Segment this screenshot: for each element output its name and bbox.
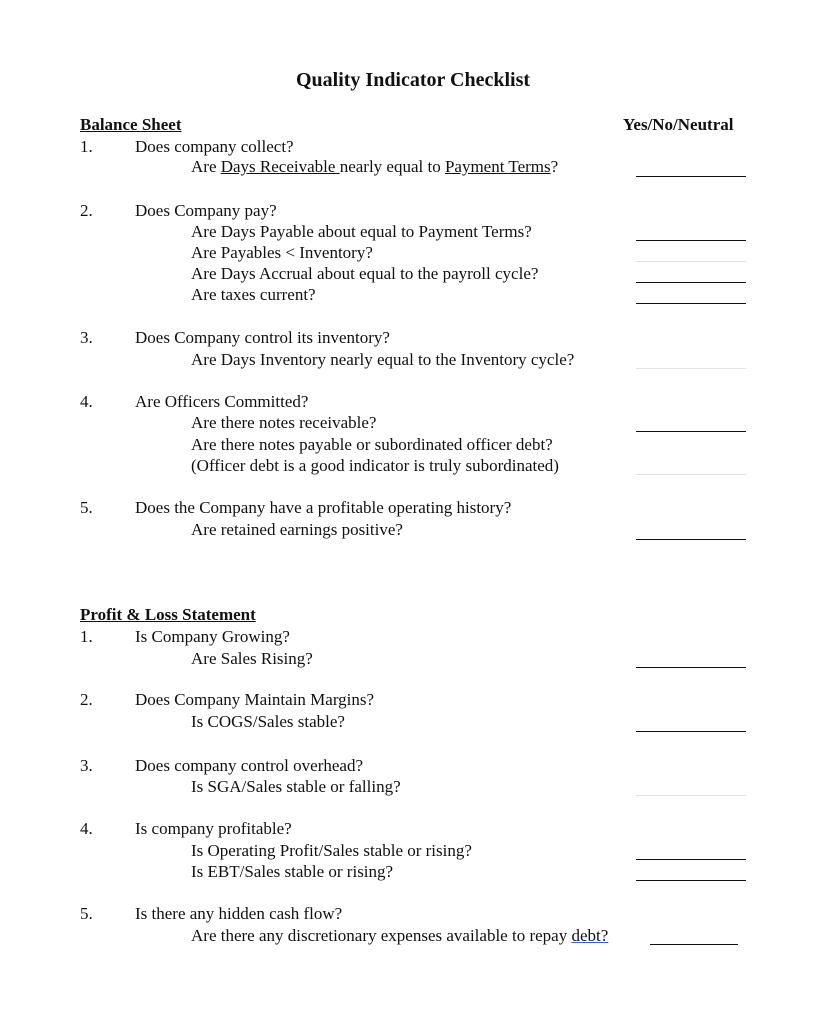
sub-question: Are taxes current? — [191, 285, 316, 304]
question-number: 3. — [80, 328, 93, 347]
answer-blank[interactable] — [636, 261, 746, 262]
answer-blank[interactable] — [636, 368, 746, 369]
answer-blank[interactable] — [636, 795, 746, 796]
sub-question: Are Days Payable about equal to Payment Terms? — [191, 222, 532, 241]
question-number: 2. — [80, 201, 93, 220]
sub-question: Are retained earnings positive? — [191, 520, 403, 539]
answer-blank[interactable] — [636, 731, 746, 732]
question-number: 5. — [80, 498, 93, 517]
answer-blank[interactable] — [636, 539, 746, 540]
answer-blank[interactable] — [636, 859, 746, 860]
sub-question: Are there notes receivable? — [191, 413, 377, 432]
sub-question: Are Days Accrual about equal to the payroll cycle? — [191, 264, 539, 283]
sub-question-part: Are — [191, 157, 221, 176]
underlined-term: Days Receivable — [220, 157, 340, 176]
question-text: Does Company control its inventory? — [135, 328, 390, 347]
question-number: 4. — [80, 819, 93, 838]
section-heading-balance-sheet: Balance Sheet — [80, 115, 182, 134]
question-number: 5. — [80, 904, 93, 923]
question-text: Is there any hidden cash flow? — [135, 904, 343, 923]
sub-question: Are Days Inventory nearly equal to the Inventory cycle? — [191, 350, 575, 369]
sub-question: Are Sales Rising? — [191, 649, 313, 668]
sub-question: Is SGA/Sales stable or falling? — [191, 777, 401, 796]
sub-question: (Officer debt is a good indicator is truly subordinated) — [191, 456, 559, 475]
page-title: Quality Indicator Checklist — [295, 69, 531, 91]
answer-blank[interactable] — [636, 240, 746, 241]
answer-blank[interactable] — [636, 282, 746, 283]
sub-question-part: ? — [550, 157, 559, 176]
answer-blank[interactable] — [650, 944, 738, 945]
question-text: Does the Company have a profitable operating history? — [135, 498, 512, 517]
sub-question: Are there notes payable or subordinated officer debt? — [191, 435, 553, 454]
answer-blank[interactable] — [636, 176, 746, 177]
sub-question-part: nearly equal to — [339, 157, 445, 176]
question-text: Are Officers Committed? — [135, 392, 309, 411]
question-text: Does Company Maintain Margins? — [135, 690, 375, 709]
sub-question: Is Operating Profit/Sales stable or rising? — [191, 841, 472, 860]
sub-question-part: Are there any discretionary expenses available to repay — [191, 926, 572, 945]
question-number: 4. — [80, 392, 93, 411]
question-number: 3. — [80, 756, 93, 775]
question-text: Does Company pay? — [135, 201, 277, 220]
question-text: Does company control overhead? — [135, 756, 363, 775]
answer-blank[interactable] — [636, 880, 746, 881]
sub-question: Is COGS/Sales stable? — [191, 712, 345, 731]
section-heading-profit-loss: Profit & Loss Statement — [80, 605, 256, 624]
answer-blank[interactable] — [636, 303, 746, 304]
answer-blank[interactable] — [636, 667, 746, 668]
question-number: 2. — [80, 690, 93, 709]
underlined-term: Payment Terms — [444, 157, 551, 176]
question-number: 1. — [80, 627, 93, 646]
spellcheck-word: debt? — [571, 926, 609, 945]
question-text: Is Company Growing? — [135, 627, 290, 646]
answer-blank[interactable] — [636, 474, 746, 475]
sub-question — [191, 926, 608, 946]
answer-column-header: Yes/No/Neutral — [623, 115, 734, 134]
answer-blank[interactable] — [636, 431, 746, 432]
sub-question — [191, 157, 558, 177]
question-text: Is company profitable? — [135, 819, 292, 838]
sub-question: Is EBT/Sales stable or rising? — [191, 862, 394, 881]
question-number: 1. — [80, 137, 93, 156]
sub-question: Are Payables < Inventory? — [191, 243, 373, 262]
question-text: Does company collect? — [135, 137, 294, 156]
